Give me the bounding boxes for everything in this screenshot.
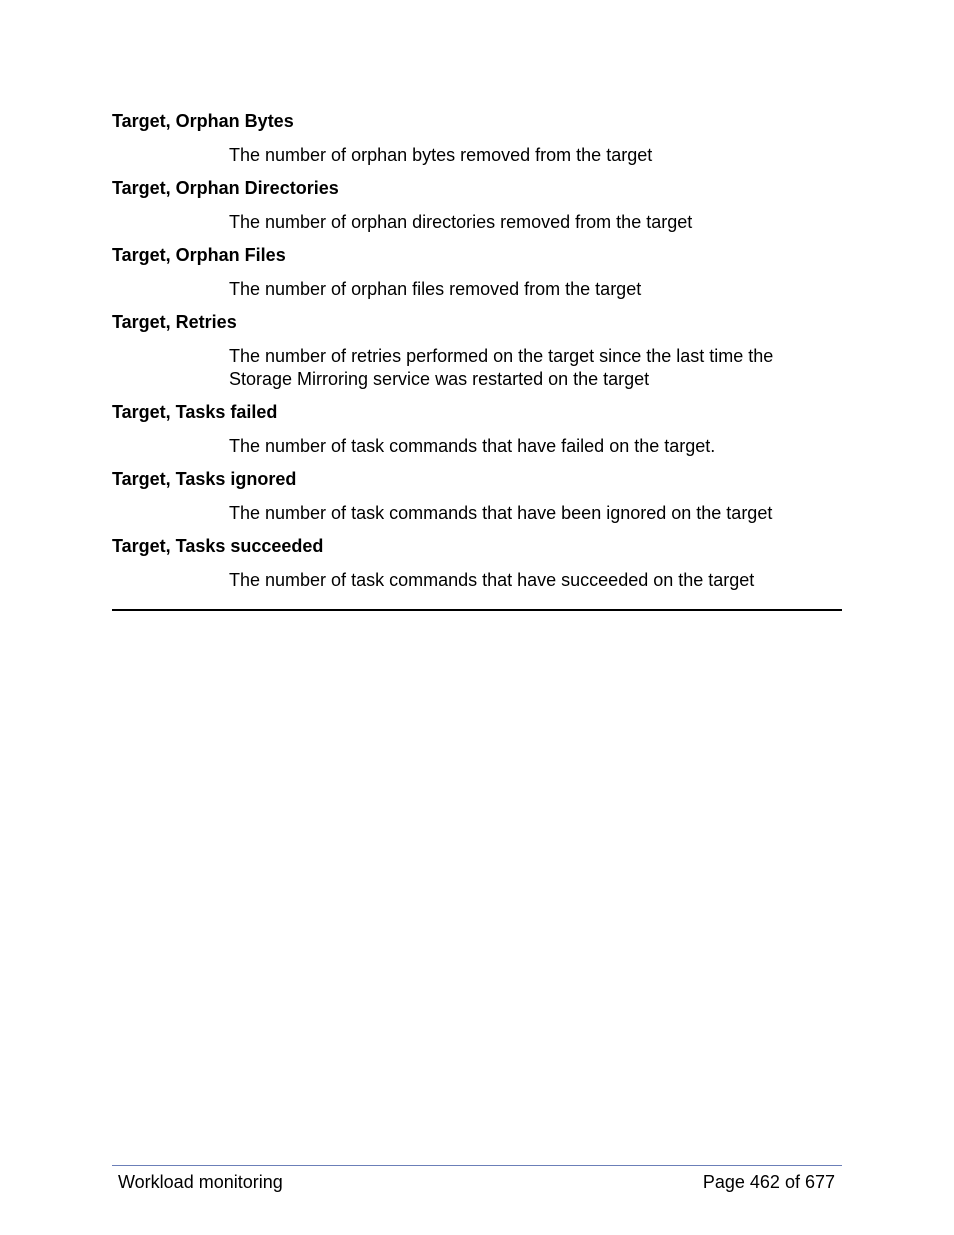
term: Target, Orphan Directories xyxy=(112,178,339,198)
term: Target, Orphan Bytes xyxy=(112,111,294,131)
description: The number of orphan directories removed from the target xyxy=(229,212,693,232)
term: Target, Tasks succeeded xyxy=(112,536,324,556)
footer-section-title: Workload monitoring xyxy=(118,1172,283,1192)
description: The number of orphan bytes removed from the target xyxy=(229,145,653,165)
term: Target, Tasks ignored xyxy=(112,469,297,489)
entry-orphan-bytes xyxy=(112,110,842,177)
description: The number of task commands that have been ignored on the target xyxy=(229,503,773,523)
entry-tasks-failed xyxy=(112,401,842,468)
description-line: Storage Mirroring service was restarted on the target xyxy=(229,369,650,389)
description xyxy=(229,334,842,401)
entry-orphan-files xyxy=(112,244,842,311)
definition-list xyxy=(112,110,842,602)
entry-orphan-directories xyxy=(112,177,842,244)
entry-tasks-ignored xyxy=(112,468,842,535)
description: The number of task commands that have succeeded on the target xyxy=(229,570,755,590)
footer-divider xyxy=(112,1165,842,1166)
term: Target, Retries xyxy=(112,312,237,332)
description: The number of orphan files removed from the target xyxy=(229,279,642,299)
entry-tasks-succeeded xyxy=(112,535,842,602)
entry-retries xyxy=(112,311,842,401)
description: The number of task commands that have failed on the target. xyxy=(229,436,716,456)
description-line: The number of retries performed on the target since the last time the xyxy=(229,346,774,366)
term: Target, Orphan Files xyxy=(112,245,286,265)
table-end-divider xyxy=(112,609,842,611)
footer-page-number: Page 462 of 677 xyxy=(702,1172,835,1192)
term: Target, Tasks failed xyxy=(112,402,278,422)
